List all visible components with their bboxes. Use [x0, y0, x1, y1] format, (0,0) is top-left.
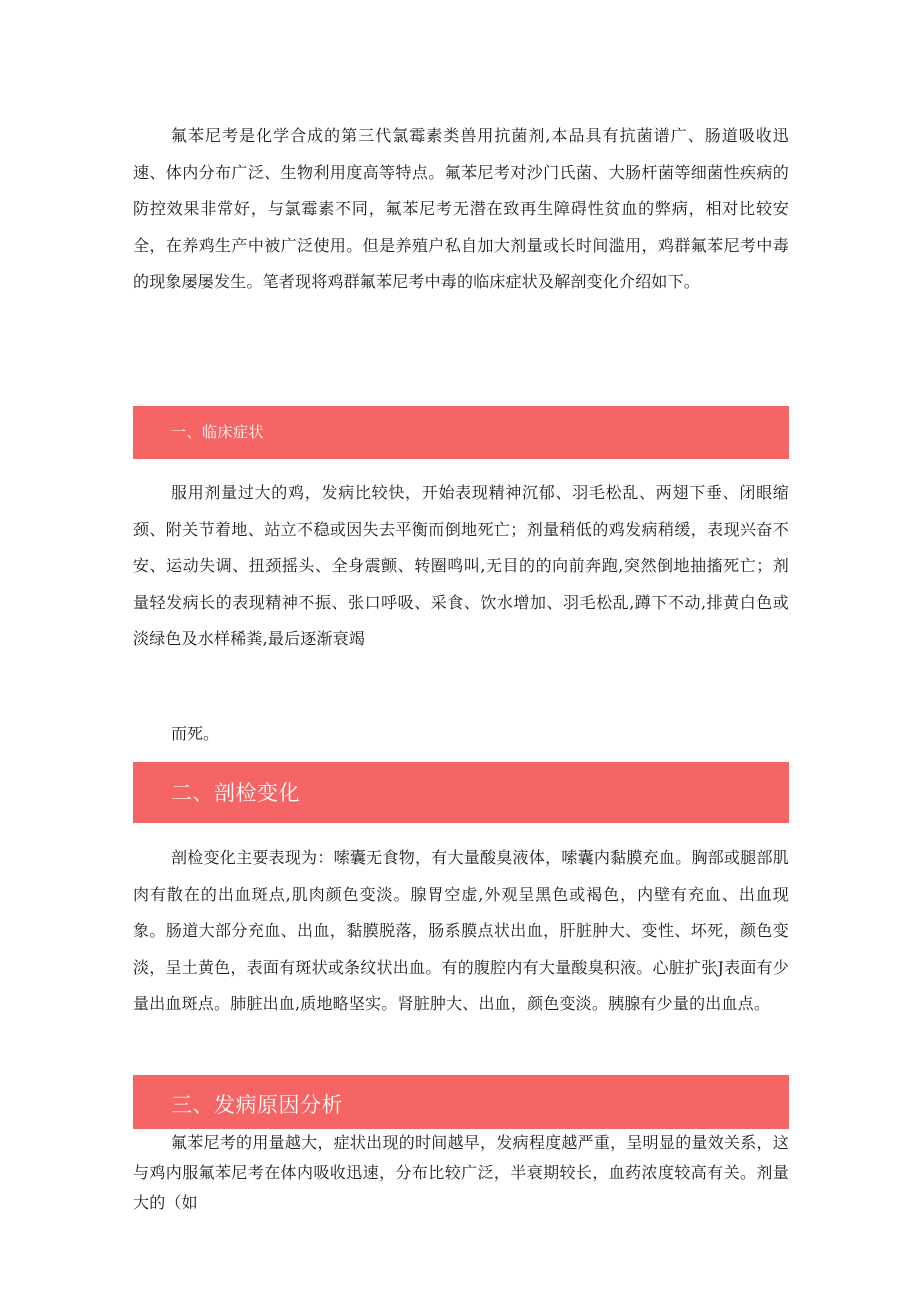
- section-heading-cause-analysis: 三、发病原因分析: [133, 1075, 789, 1129]
- necropsy-changes-paragraph: 剖检变化主要表现为：嗦囊无食物，有大量酸臭液体，嗦囊内黏膜充血。胸部或腿部肌肉有散在的出血斑点,肌肉颜色变淡。腺胃空虚,外观呈黑色或褐色，内壁有充血、出血现象。肠道大部分充血、出血，黏膜脱落，肠系膜点状出血，肝脏肿大、变性、坏死，颜色变淡，呈土黄色，表面有斑状或条纹状出血。有的腹腔内有大量酸臭积液。心脏扩张J表面有少量出血斑点。肺脏出血,质地略坚实。肾脏肿大、出血，颜色变淡。胰腺有少量的出血点。: [133, 848, 789, 1013]
- clinical-symptoms-tail: 而死。: [171, 724, 220, 743]
- section-heading-clinical-symptoms: 一、临床症状: [133, 406, 789, 459]
- clinical-symptoms-paragraph: 服用剂量过大的鸡，发病比较快，开始表现精神沉郁、羽毛松乱、两翅下垂、闭眼缩颈、附关节着地、站立不稳或因失去平衡而倒地死亡；剂量稍低的鸡发病稍缓，表现兴奋不安、运动失调、扭颈摇头、全身震颤、转圈鸣叫,无目的的向前奔跑,突然倒地抽搐死亡；剂量轻发病长的表现精神不振、张口呼吸、采食、饮水增加、羽毛松乱,蹲下不动,排黄白色或淡绿色及水样稀粪,最后逐渐衰竭: [133, 483, 789, 648]
- intro-paragraph: 氟苯尼考是化学合成的第三代氯霉素类兽用抗菌剂,本品具有抗菌谱广、肠道吸收迅速、体内分布广泛、生物利用度高等特点。氟苯尼考对沙门氏菌、大肠杆菌等细菌性疾病的防控效果非常好，与氯霉素不同，氟苯尼考无潜在致再生障碍性贫血的弊病，相对比较安全，在养鸡生产中被广泛使用。但是养殖户私自加大剂量或长时间滥用，鸡群氟苯尼考中毒的现象屡屡发生。笔者现将鸡群氟苯尼考中毒的临床症状及解剖变化介绍如下。: [133, 126, 789, 291]
- section-heading-necropsy-changes: 二、剖检变化: [133, 762, 789, 823]
- cause-analysis-paragraph: 氟苯尼考的用量越大，症状出现的时间越早，发病程度越严重，呈明显的量效关系，这与鸡内服氟苯尼考在体内吸收迅速，分布比较广泛，半衰期较长，血药浓度较高有关。剂量大的（如: [133, 1133, 789, 1212]
